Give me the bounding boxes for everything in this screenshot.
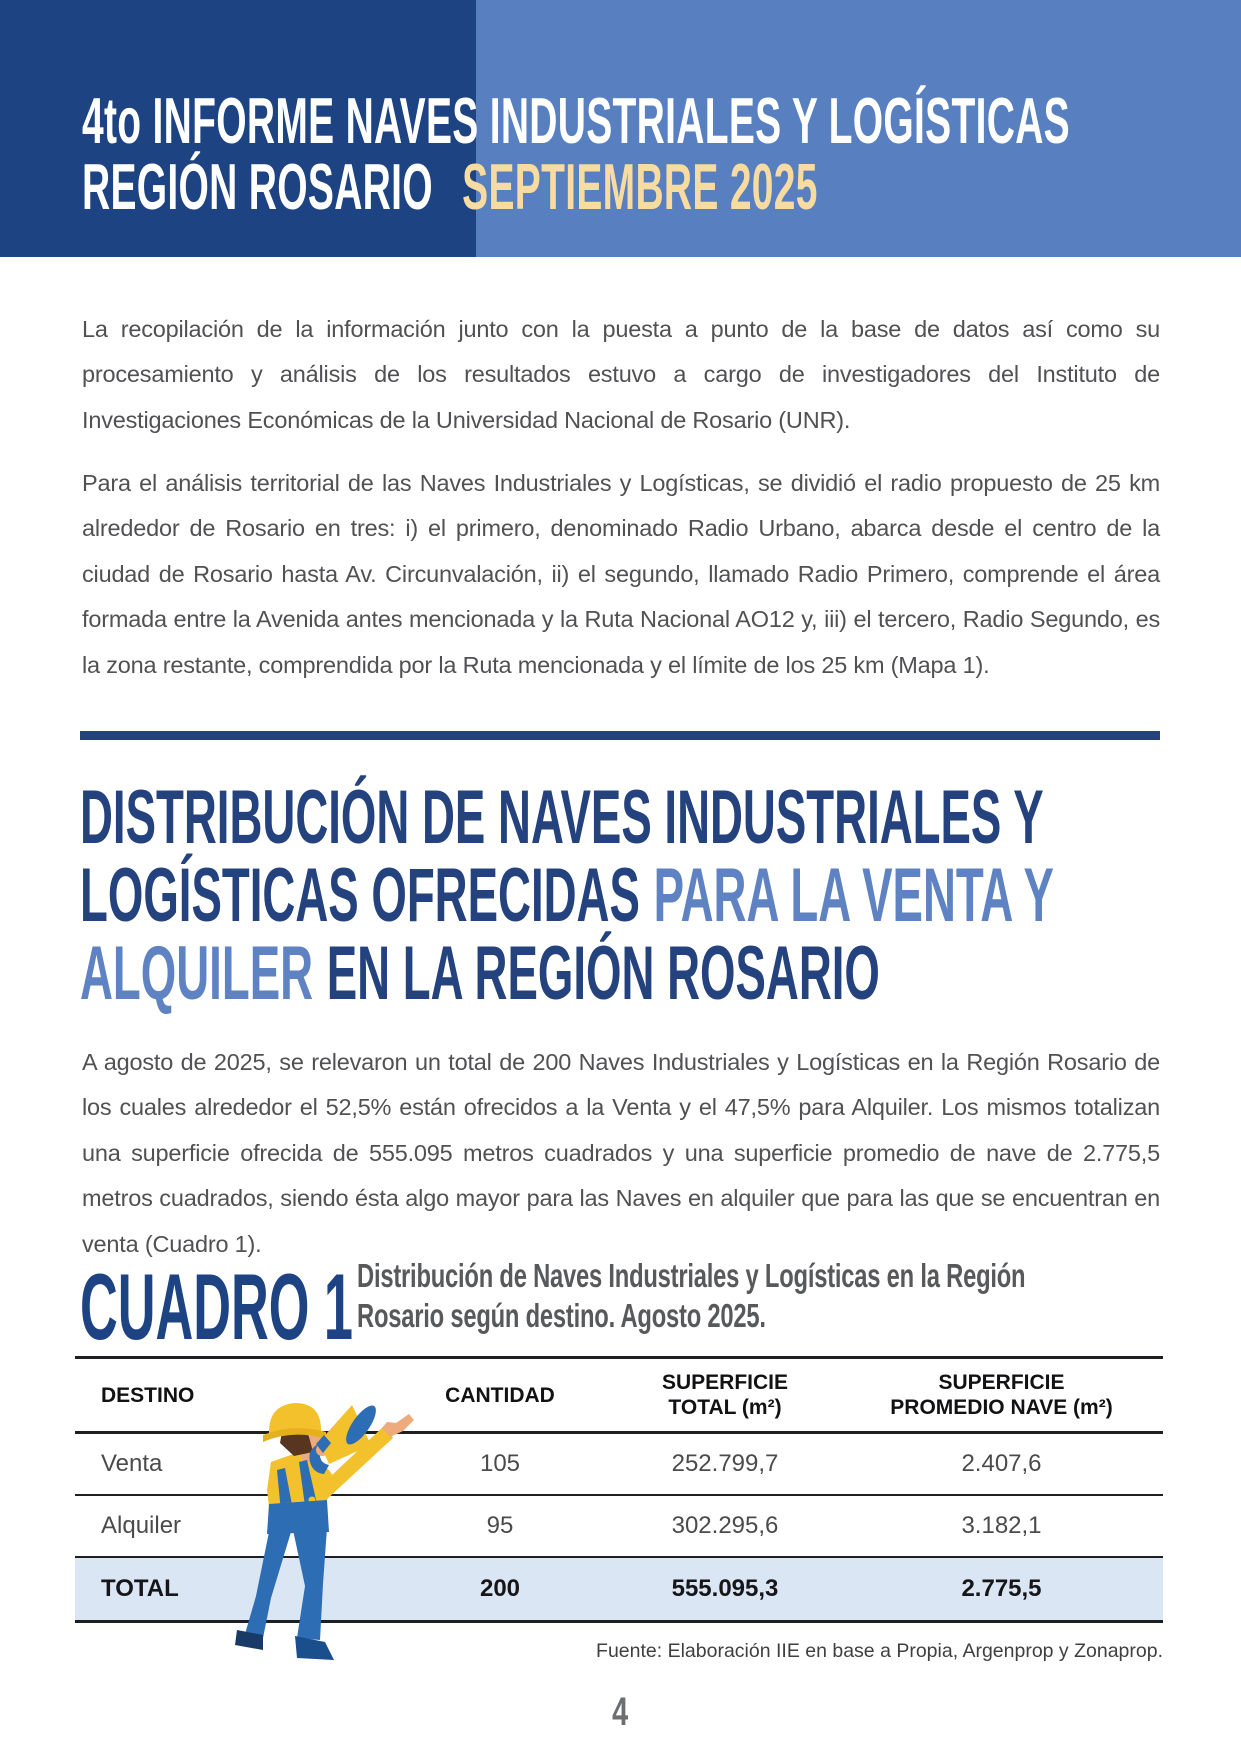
table-subtitle	[357, 1256, 1025, 1336]
section-divider	[80, 731, 1160, 740]
cell-superficie-promedio: 2.407,6	[961, 1450, 1042, 1477]
section-heading-line1: DISTRIBUCIÓN DE NAVES INDUSTRIALES Y	[80, 775, 1044, 860]
column-header-superficie-total: SUPERFICIE TOTAL (m²)	[661, 1371, 789, 1419]
cell-destino: Alquiler	[101, 1512, 182, 1539]
report-title-date: SEPTIEMBRE 2025	[462, 150, 818, 223]
table-label: CUADRO 1	[80, 1254, 353, 1359]
table-subtitle-line1: Distribución de Naves Industriales y Logísticas en la Región	[357, 1257, 1026, 1294]
intro-paragraph-1: La recopilación de la información junto con la puesta a punto de la base de datos así como su procesamiento y análisis de los resultados estuvo a cargo de investigadores del Instituto de Investigaciones Económicas de la Universidad Nacional de Rosario (UNR).	[82, 315, 1160, 433]
cell-cantidad: 105	[479, 1450, 521, 1477]
section-heading-line3	[80, 931, 880, 1016]
intro-paragraph-2: Para el análisis territorial de las Naves Industriales y Logísticas, se dividió el radio propuesto de 25 km alrededor de Rosario en tres: i) el primero, denominado Radio Urbano, abarca desde el centro de la ciudad de Rosario hasta Av. Circunvalación, ii) el segundo, llamado Radio Primero, comprende el área formada entre la Avenida antes mencionada y la Ruta Nacional AO12 y, iii) el tercero, Radio Segundo, es la zona restante, comprendida por la Ruta mencionada y el límite de los 25 km (Mapa 1).	[82, 469, 1160, 678]
cell-superficie-promedio: 2.775,5	[961, 1575, 1042, 1602]
cell-destino: TOTAL	[101, 1575, 179, 1602]
page-number: 4	[612, 1690, 629, 1734]
summary-paragraph: A agosto de 2025, se relevaron un total de 200 Naves Industriales y Logísticas en la Región Rosario de los cuales alrededor el 52,5% están ofrecidos a la Venta y el 47,5% para Alquiler. Los mismos totalizan una superficie ofrecida de 555.095 metros cuadrados y una superficie promedio de nave de 2.775,5 metros cuadrados, siendo ésta algo mayor para las Naves en alquiler que para las que se encuentran en venta (Cuadro 1).	[82, 1048, 1160, 1257]
report-title-line1: 4to INFORME NAVES INDUSTRIALES Y LOGÍSTICAS	[82, 84, 1071, 157]
section-heading-line3-dark: EN LA REGIÓN ROSARIO	[326, 931, 880, 1016]
table-subtitle-line2: Rosario según destino. Agosto 2025.	[357, 1297, 766, 1334]
section-heading-line2	[80, 853, 1054, 938]
column-header-cantidad: CANTIDAD	[445, 1383, 555, 1407]
cell-cantidad: 200	[479, 1575, 521, 1602]
cell-cantidad: 95	[486, 1512, 514, 1539]
column-header-destino: DESTINO	[101, 1383, 195, 1407]
report-title-region: REGIÓN ROSARIO	[82, 150, 433, 223]
column-header-superficie-promedio: SUPERFICIE PROMEDIO NAVE (m²)	[890, 1371, 1113, 1419]
header-banner	[0, 0, 1241, 257]
cell-superficie-total: 555.095,3	[671, 1575, 779, 1602]
cell-superficie-promedio: 3.182,1	[961, 1512, 1042, 1539]
section-heading-line2-light: PARA LA VENTA Y	[653, 853, 1054, 938]
cell-superficie-total: 252.799,7	[671, 1450, 779, 1477]
section-heading-line3-light: ALQUILER	[80, 931, 314, 1016]
cell-destino: Venta	[101, 1450, 163, 1477]
worker-megaphone-illustration	[233, 1398, 418, 1683]
section-heading-line2-dark: LOGÍSTICAS OFRECIDAS	[80, 853, 640, 938]
table-source-note: Fuente: Elaboración IIE en base a Propia, Argenprop y Zonaprop.	[596, 1640, 1163, 1662]
cell-superficie-total: 302.295,6	[671, 1512, 779, 1539]
report-title-line2	[82, 150, 818, 223]
